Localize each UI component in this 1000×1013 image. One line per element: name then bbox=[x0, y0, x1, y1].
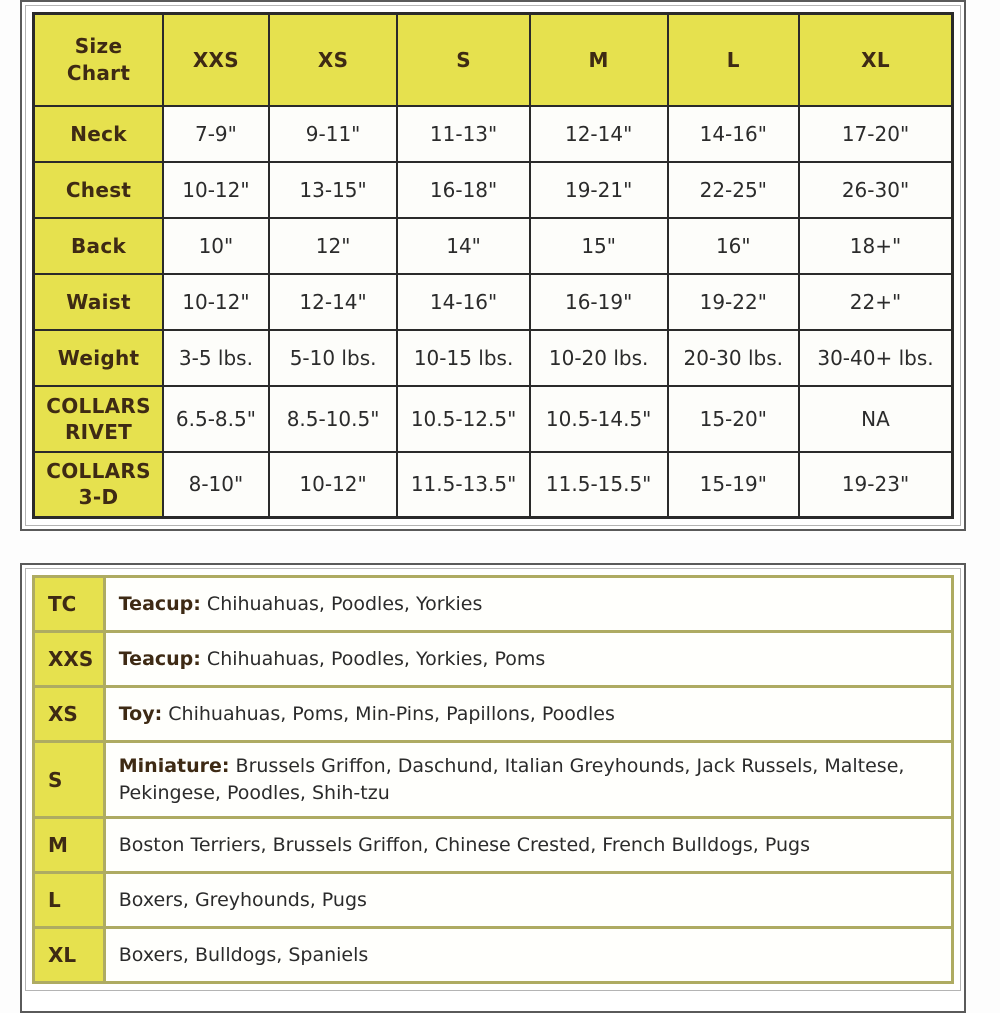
value-cell: 15-20" bbox=[668, 386, 799, 452]
column-header-l: L bbox=[668, 14, 799, 106]
breed-group-label: Toy: bbox=[118, 702, 163, 725]
breed-list: Brussels Griffon, Daschund, Italian Greyhounds, Jack Russels, Maltese, Pekingese, Poodles, Shih-tzu bbox=[118, 754, 905, 804]
size-chart-title-cell bbox=[34, 14, 164, 106]
breed-list: Chihuahuas, Poms, Min-Pins, Papillons, Poodles bbox=[162, 702, 615, 725]
value-cell: 26-30" bbox=[799, 162, 953, 218]
column-header-xxs: XXS bbox=[163, 14, 269, 106]
breed-desc-cell bbox=[104, 873, 952, 928]
breed-desc-cell bbox=[104, 577, 952, 632]
breed-code-cell: TC bbox=[34, 577, 105, 632]
value-cell: 10-12" bbox=[163, 274, 269, 330]
value-cell: 19-23" bbox=[799, 452, 953, 518]
value-cell: 10" bbox=[163, 218, 269, 274]
breed-code-cell: XXS bbox=[34, 632, 105, 687]
row-waist bbox=[34, 274, 953, 330]
value-cell: 19-22" bbox=[668, 274, 799, 330]
value-cell: 11.5-15.5" bbox=[530, 452, 668, 518]
row-collars-rivet bbox=[34, 386, 953, 452]
breed-desc-cell bbox=[104, 687, 952, 742]
row-back bbox=[34, 218, 953, 274]
value-cell: NA bbox=[799, 386, 953, 452]
breed-code-cell: S bbox=[34, 742, 105, 818]
breed-row-xs bbox=[34, 687, 953, 742]
breed-guide-panel bbox=[20, 563, 966, 1013]
breed-desc-cell bbox=[104, 742, 952, 818]
breed-guide-panel-inner bbox=[25, 568, 961, 991]
header-row bbox=[34, 14, 953, 106]
value-cell: 11.5-13.5" bbox=[397, 452, 529, 518]
value-cell: 14" bbox=[397, 218, 529, 274]
value-cell: 11-13" bbox=[397, 106, 529, 162]
row-label-cell: Neck bbox=[34, 106, 164, 162]
value-cell: 14-16" bbox=[668, 106, 799, 162]
breed-row-xxs bbox=[34, 632, 953, 687]
breed-desc-cell bbox=[104, 632, 952, 687]
value-cell: 10.5-14.5" bbox=[530, 386, 668, 452]
value-cell: 17-20" bbox=[799, 106, 953, 162]
value-cell: 16-18" bbox=[397, 162, 529, 218]
row-label-cell: Waist bbox=[34, 274, 164, 330]
breed-group-label: Miniature: bbox=[118, 754, 230, 777]
value-cell: 8.5-10.5" bbox=[269, 386, 398, 452]
value-cell: 5-10 lbs. bbox=[269, 330, 398, 386]
breed-row-tc bbox=[34, 577, 953, 632]
row-label-cell: COLLARS RIVET bbox=[34, 386, 164, 452]
value-cell: 20-30 lbs. bbox=[668, 330, 799, 386]
value-cell: 13-15" bbox=[269, 162, 398, 218]
row-chest bbox=[34, 162, 953, 218]
value-cell: 9-11" bbox=[269, 106, 398, 162]
breed-code-cell: XL bbox=[34, 928, 105, 983]
value-cell: 10-12" bbox=[269, 452, 398, 518]
value-cell: 16" bbox=[668, 218, 799, 274]
size-chart-panel-inner bbox=[25, 5, 961, 526]
value-cell: 3-5 lbs. bbox=[163, 330, 269, 386]
breed-row-xl bbox=[34, 928, 953, 983]
value-cell: 10.5-12.5" bbox=[397, 386, 529, 452]
value-cell: 12-14" bbox=[530, 106, 668, 162]
value-cell: 22+" bbox=[799, 274, 953, 330]
breed-list: Boxers, Bulldogs, Spaniels bbox=[118, 943, 369, 966]
size-chart-title: Size Chart bbox=[66, 33, 131, 85]
breed-desc-cell bbox=[104, 928, 952, 983]
row-label-cell: Weight bbox=[34, 330, 164, 386]
value-cell: 30-40+ lbs. bbox=[799, 330, 953, 386]
breed-guide-table bbox=[32, 575, 954, 984]
value-cell: 8-10" bbox=[163, 452, 269, 518]
breed-list: Boxers, Greyhounds, Pugs bbox=[118, 888, 367, 911]
value-cell: 15" bbox=[530, 218, 668, 274]
value-cell: 10-20 lbs. bbox=[530, 330, 668, 386]
value-cell: 19-21" bbox=[530, 162, 668, 218]
row-label-cell: Chest bbox=[34, 162, 164, 218]
size-chart-panel bbox=[20, 0, 966, 531]
size-chart-table bbox=[32, 12, 954, 519]
column-header-xl: XL bbox=[799, 14, 953, 106]
value-cell: 18+" bbox=[799, 218, 953, 274]
breed-code-cell: XS bbox=[34, 687, 105, 742]
row-neck bbox=[34, 106, 953, 162]
value-cell: 15-19" bbox=[668, 452, 799, 518]
value-cell: 10-15 lbs. bbox=[397, 330, 529, 386]
value-cell: 10-12" bbox=[163, 162, 269, 218]
value-cell: 14-16" bbox=[397, 274, 529, 330]
breed-list: Chihuahuas, Poodles, Yorkies bbox=[200, 592, 483, 615]
row-weight bbox=[34, 330, 953, 386]
breed-row-s bbox=[34, 742, 953, 818]
column-header-s: S bbox=[397, 14, 529, 106]
value-cell: 22-25" bbox=[668, 162, 799, 218]
value-cell: 12" bbox=[269, 218, 398, 274]
breed-desc-cell bbox=[104, 818, 952, 873]
breed-row-l bbox=[34, 873, 953, 928]
breed-group-label: Teacup: bbox=[118, 647, 201, 670]
breed-code-cell: L bbox=[34, 873, 105, 928]
value-cell: 7-9" bbox=[163, 106, 269, 162]
value-cell: 12-14" bbox=[269, 274, 398, 330]
breed-row-m bbox=[34, 818, 953, 873]
breed-code-cell: M bbox=[34, 818, 105, 873]
row-label-cell: COLLARS 3-D bbox=[34, 452, 164, 518]
row-label-cell: Back bbox=[34, 218, 164, 274]
value-cell: 6.5-8.5" bbox=[163, 386, 269, 452]
breed-group-label: Teacup: bbox=[118, 592, 201, 615]
column-header-m: M bbox=[530, 14, 668, 106]
row-collars-3d bbox=[34, 452, 953, 518]
breed-list: Chihuahuas, Poodles, Yorkies, Poms bbox=[200, 647, 546, 670]
breed-list: Boston Terriers, Brussels Griffon, Chinese Crested, French Bulldogs, Pugs bbox=[118, 833, 810, 856]
value-cell: 16-19" bbox=[530, 274, 668, 330]
column-header-xs: XS bbox=[269, 14, 398, 106]
